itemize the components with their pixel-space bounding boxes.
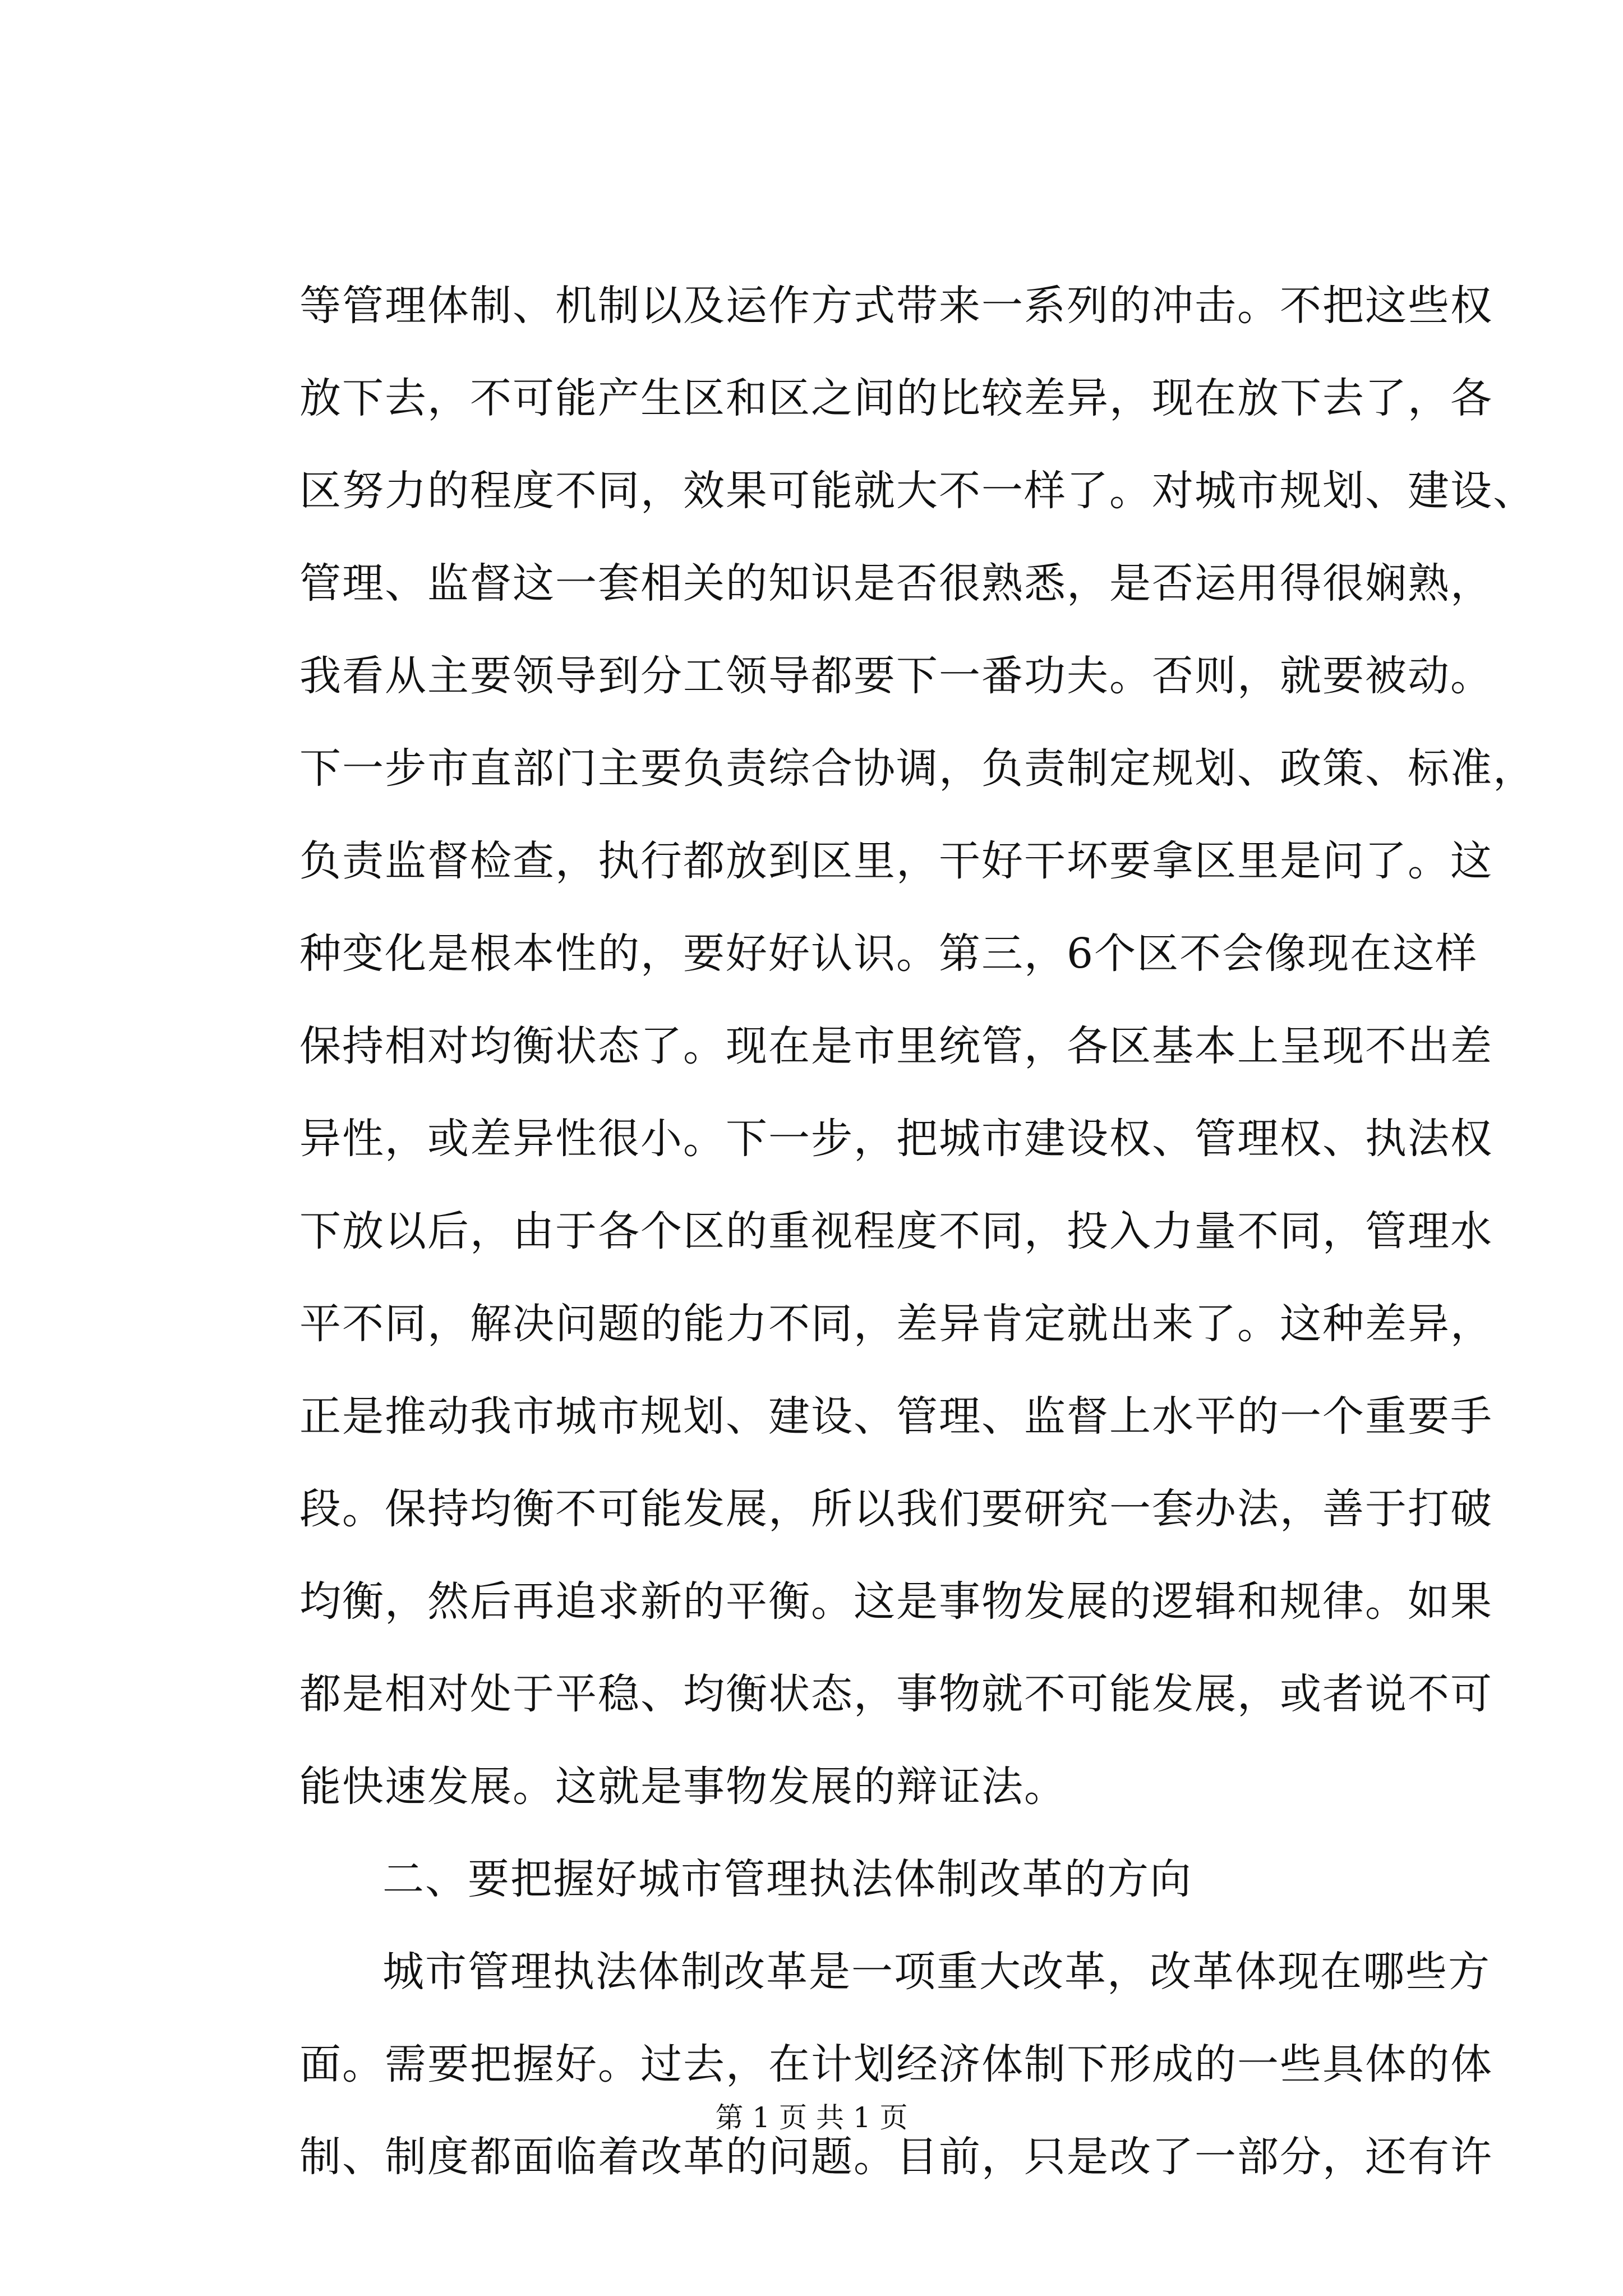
text-line: 我看从主要领导到分工领导都要下一番功夫。否则，就要被动。	[299, 652, 1493, 700]
text-line: 下放以后，由于各个区的重视程度不同，投入力量不同，管理水	[299, 1207, 1493, 1255]
text-line: 城市管理执法体制改革是一项重大改革，改革体现在哪些方	[382, 1948, 1491, 1996]
text-line: 负责监督检查，执行都放到区里，干好干坏要拿区里是问了。这	[299, 837, 1493, 885]
text-line: 都是相对处于平稳、均衡状态，事物就不可能发展，或者说不可	[299, 1670, 1493, 1718]
text-line: 种变化是根本性的，要好好认识。第三，6个区不会像现在这样	[299, 930, 1478, 978]
page-footer	[0, 2098, 1623, 2137]
page-number: 第 1 页 共 1 页	[715, 2101, 908, 2134]
text-line: 管理、监督这一套相关的知识是否很熟悉，是否运用得很娴熟，	[299, 559, 1493, 608]
text-line: 下一步市直部门主要负责综合协调，负责制定规划、政策、标准，	[299, 744, 1536, 793]
text-line: 段。保持均衡不可能发展，所以我们要研究一套办法，善于打破	[299, 1485, 1493, 1533]
body-text	[299, 260, 1536, 2203]
text-line: 放下去，不可能产生区和区之间的比较差异，现在放下去了，各	[299, 374, 1493, 422]
text-line: 保持相对均衡状态了。现在是市里统管，各区基本上呈现不出差	[299, 1022, 1493, 1070]
section-heading: 二、要把握好城市管理执法体制改革的方向	[382, 1855, 1192, 1903]
text-line: 制、制度都面临着改革的问题。目前，只是改了一部分，还有许	[299, 2133, 1493, 2181]
text-line: 异性，或差异性很小。下一步，把城市建设权、管理权、执法权	[299, 1115, 1493, 1163]
text-line: 区努力的程度不同，效果可能就大不一样了。对城市规划、建设、	[299, 467, 1536, 515]
text-line: 等管理体制、机制以及运作方式带来一系列的冲击。不把这些权	[299, 282, 1493, 330]
text-line: 面。需要把握好。过去，在计划经济体制下形成的一些具体的体	[299, 2040, 1493, 2088]
text-line: 能快速发展。这就是事物发展的辩证法。	[299, 1763, 1067, 1811]
text-line: 平不同，解决问题的能力不同，差异肯定就出来了。这种差异，	[299, 1300, 1493, 1348]
text-line: 正是推动我市城市规划、建设、管理、监督上水平的一个重要手	[299, 1392, 1493, 1441]
text-line: 均衡，然后再追求新的平衡。这是事物发展的逻辑和规律。如果	[299, 1577, 1493, 1626]
